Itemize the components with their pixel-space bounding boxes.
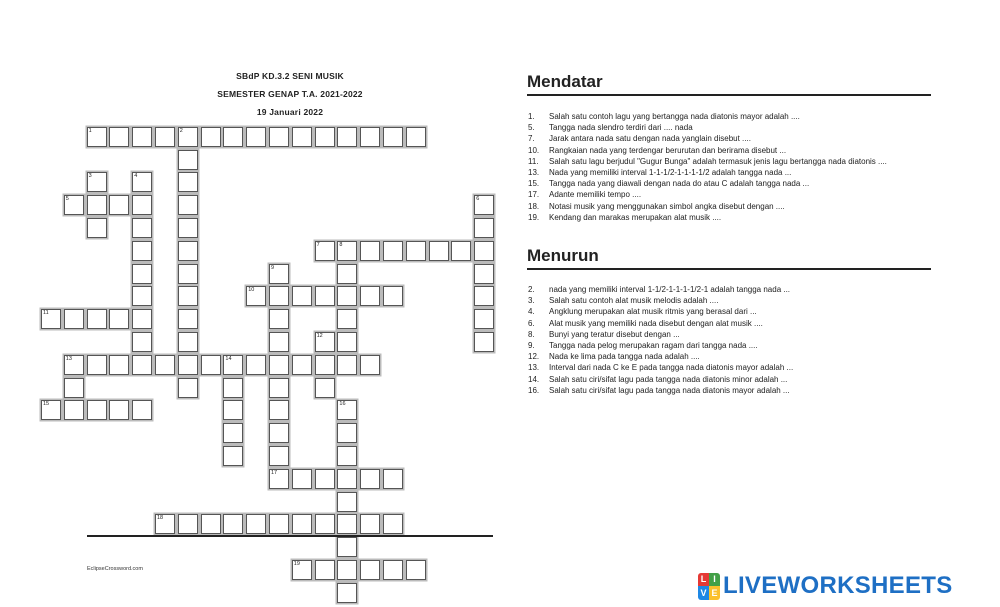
- crossword-cell[interactable]: [315, 560, 335, 580]
- clue-text: Tangga nada yang diawali dengan nada do atau C adalah tangga nada ...: [549, 179, 810, 189]
- clue-number: 18.: [528, 201, 540, 211]
- clue-number: 11.: [528, 156, 539, 166]
- crossword-cell[interactable]: [269, 309, 289, 329]
- worksheet-title-line1: SBdP KD.3.2 SENI MUSIK: [236, 71, 344, 81]
- crossword-cell[interactable]: [269, 423, 289, 443]
- clue-across: [528, 201, 938, 212]
- clue-text: Jarak antara nada satu dengan nada yanglain disebut ....: [549, 134, 751, 144]
- clue-number-label: 17: [271, 469, 278, 476]
- clue-text: Interval dari nada C ke E pada tangga nada diatonis mayor adalah ...: [549, 363, 794, 373]
- clue-across: [528, 156, 938, 167]
- crossword-cell[interactable]: [269, 400, 289, 420]
- clue-number-label: 18: [157, 515, 164, 522]
- crossword-cell[interactable]: [155, 127, 175, 147]
- clue-number-label: 16: [339, 401, 346, 408]
- crossword-cell[interactable]: [178, 195, 198, 215]
- clue-text: Rangkaian nada yang terdengar berurutan dan berirama disebut ...: [549, 145, 787, 155]
- crossword-cell[interactable]: [132, 241, 152, 261]
- crossword-cell[interactable]: [383, 560, 403, 580]
- crossword-cell[interactable]: [360, 560, 380, 580]
- crossword-cell[interactable]: [292, 469, 312, 489]
- crossword-cell[interactable]: [132, 400, 152, 420]
- crossword-cell[interactable]: [337, 560, 357, 580]
- crossword-cell[interactable]: [246, 355, 266, 375]
- clue-text: Salah satu contoh alat musik melodis adalah ....: [549, 296, 719, 306]
- clue-text: Salah satu contoh lagu yang bertangga nada diatonis mayor adalah ....: [549, 112, 800, 121]
- logo-letter-e: E: [709, 586, 720, 600]
- clue-across: [528, 111, 938, 122]
- clue-down: [528, 362, 938, 373]
- crossword-cell[interactable]: [223, 423, 243, 443]
- crossword-cell[interactable]: [337, 286, 357, 306]
- crossword-cell[interactable]: [337, 264, 357, 284]
- crossword-cell[interactable]: [109, 127, 129, 147]
- crossword-cell[interactable]: [223, 355, 243, 375]
- crossword-cell[interactable]: [155, 355, 175, 375]
- clue-down: [528, 318, 938, 329]
- menurun-heading: Menurun: [527, 246, 931, 270]
- clue-number: 10.: [528, 145, 540, 155]
- clue-text: Salah satu ciri/sifat lagu pada tangga nada diatonis mayor adalah ...: [549, 385, 790, 395]
- clue-across: [528, 167, 938, 178]
- clue-down: [528, 306, 938, 317]
- crossword-cell[interactable]: [132, 355, 152, 375]
- crossword-cell[interactable]: [315, 469, 335, 489]
- clue-down: [528, 374, 938, 385]
- crossword-cell[interactable]: [360, 355, 380, 375]
- crossword-cell[interactable]: [246, 514, 266, 534]
- clue-text: Bunyi yang teratur disebut dengan ...: [549, 329, 680, 339]
- clue-text: Adante memiliki tempo ....: [549, 190, 642, 200]
- crossword-cell[interactable]: [87, 195, 107, 215]
- crossword-cell[interactable]: [429, 241, 449, 261]
- clue-number: 7.: [528, 134, 535, 144]
- crossword-cell[interactable]: [315, 378, 335, 398]
- clue-number-label: 10: [248, 287, 255, 294]
- crossword-cell[interactable]: [178, 241, 198, 261]
- crossword-cell[interactable]: [315, 355, 335, 375]
- crossword-cell[interactable]: [337, 492, 357, 512]
- crossword-cell[interactable]: [315, 286, 335, 306]
- crossword-cell[interactable]: [269, 378, 289, 398]
- crossword-cell[interactable]: [178, 332, 198, 352]
- crossword-cell[interactable]: [383, 286, 403, 306]
- crossword-cell[interactable]: [337, 423, 357, 443]
- crossword-cell[interactable]: [178, 127, 198, 147]
- clue-text: Nada ke lima pada tangga nada adalah ....: [549, 352, 700, 362]
- clue-number: 13.: [528, 168, 540, 178]
- clue-number: 14.: [528, 374, 540, 384]
- crossword-cell[interactable]: [132, 195, 152, 215]
- clue-down: [528, 385, 938, 396]
- clue-number: 15.: [528, 179, 540, 189]
- crossword-cell[interactable]: [292, 560, 312, 580]
- clue-across: [528, 133, 938, 144]
- clue-number: 6.: [528, 318, 535, 328]
- crossword-cell[interactable]: [474, 286, 494, 306]
- clue-across: [528, 189, 938, 200]
- crossword-cell[interactable]: [315, 514, 335, 534]
- crossword-cell[interactable]: [64, 309, 84, 329]
- crossword-cell[interactable]: [132, 127, 152, 147]
- crossword-cell[interactable]: [292, 127, 312, 147]
- clue-number: 4.: [528, 307, 535, 317]
- crossword-cell[interactable]: [337, 537, 357, 557]
- crossword-cell[interactable]: [269, 355, 289, 375]
- clue-text: Angklung merupakan alat musik ritmis yang berasal dari ...: [549, 307, 757, 317]
- clue-text: Tangga nada pelog merupakan ragam dari tangga nada ....: [549, 341, 758, 351]
- crossword-cell[interactable]: [337, 241, 357, 261]
- clue-down: [528, 340, 938, 351]
- crossword-cell[interactable]: [315, 332, 335, 352]
- crossword-cell[interactable]: [406, 560, 426, 580]
- crossword-cell[interactable]: [109, 309, 129, 329]
- crossword-cell[interactable]: [383, 241, 403, 261]
- crossword-cell[interactable]: [109, 355, 129, 375]
- crossword-cell[interactable]: [178, 514, 198, 534]
- clue-number: 19.: [528, 212, 540, 222]
- crossword-cell[interactable]: [41, 309, 61, 329]
- crossword-cell[interactable]: [87, 309, 107, 329]
- crossword-cell[interactable]: [246, 286, 266, 306]
- clue-number-label: 15: [43, 401, 50, 408]
- crossword-cell[interactable]: [474, 195, 494, 215]
- clue-text: Alat musik yang memiliki nada disebut dengan alat musik ....: [549, 318, 763, 328]
- crossword-cell[interactable]: [383, 514, 403, 534]
- clue-number-label: 19: [293, 561, 300, 567]
- crossword-cell[interactable]: [337, 446, 357, 466]
- mendatar-heading: Mendatar: [527, 72, 931, 96]
- crossword-cell[interactable]: [223, 400, 243, 420]
- crossword-cell[interactable]: [269, 286, 289, 306]
- clue-number-label: 2: [179, 127, 183, 134]
- crossword-cell[interactable]: [474, 264, 494, 284]
- clue-text: Tangga nada slendro terdiri dari .... nada: [549, 123, 693, 133]
- crossword-cell[interactable]: [178, 264, 198, 284]
- crossword-cell[interactable]: [223, 378, 243, 398]
- crossword-cell[interactable]: [178, 218, 198, 238]
- source-credit: EclipseCrossword.com: [87, 566, 143, 572]
- crossword-cell[interactable]: [223, 446, 243, 466]
- crossword-cell[interactable]: [87, 355, 107, 375]
- clue-across: [528, 178, 938, 189]
- clue-number-label: 13: [65, 355, 72, 362]
- clue-number: 1.: [528, 112, 535, 121]
- crossword-cell[interactable]: [292, 355, 312, 375]
- clue-number-label: 3: [88, 173, 92, 180]
- crossword-cell[interactable]: [269, 469, 289, 489]
- crossword-cell[interactable]: [315, 241, 335, 261]
- crossword-cell[interactable]: [132, 264, 152, 284]
- crossword-cell[interactable]: [269, 264, 289, 284]
- crossword-cell[interactable]: [87, 218, 107, 238]
- crossword-cell[interactable]: [269, 127, 289, 147]
- crossword-cell[interactable]: [337, 469, 357, 489]
- crossword-cell[interactable]: [474, 218, 494, 238]
- crossword-cell[interactable]: [292, 514, 312, 534]
- clue-number-label: 9: [271, 264, 275, 271]
- clue-number: 13.: [528, 363, 540, 373]
- crossword-cell[interactable]: [132, 172, 152, 192]
- crossword-cell[interactable]: [87, 127, 107, 147]
- crossword-cell[interactable]: [64, 400, 84, 420]
- clue-number-label: 1: [88, 127, 92, 134]
- crossword-cell[interactable]: [360, 127, 380, 147]
- clue-number-label: 7: [316, 241, 320, 248]
- clue-text: Nada yang memiliki interval 1-1-1/2-1-1-1-1/2 adalah tangga nada ...: [549, 168, 792, 178]
- crossword-cell[interactable]: [178, 355, 198, 375]
- crossword-cell[interactable]: [315, 127, 335, 147]
- crossword-cell[interactable]: [223, 514, 243, 534]
- crossword-cell[interactable]: [178, 150, 198, 170]
- worksheet-title-line2: SEMESTER GENAP T.A. 2021-2022: [217, 89, 363, 99]
- clue-text: nada yang memiliki interval 1-1/2-1-1-1-1/2-1 adalah tangga nada ...: [549, 285, 791, 294]
- clue-number-label: 14: [225, 355, 232, 362]
- logo-letter-v: V: [698, 586, 709, 600]
- crossword-cell[interactable]: [383, 469, 403, 489]
- clue-text: Salah satu ciri/sifat lagu pada tangga nada diatonis minor adalah ...: [549, 374, 788, 384]
- crossword-cell[interactable]: [132, 218, 152, 238]
- clue-down: [528, 329, 938, 340]
- clue-text: Kendang dan marakas merupakan alat musik ....: [549, 212, 722, 222]
- crossword-cell[interactable]: [451, 241, 471, 261]
- crossword-cell[interactable]: [406, 241, 426, 261]
- crossword-cell[interactable]: [246, 127, 266, 147]
- crossword-cell[interactable]: [360, 286, 380, 306]
- divider-line: [87, 535, 493, 537]
- clue-across: [528, 122, 938, 133]
- menurun-clue-list: [528, 284, 938, 396]
- crossword-cell[interactable]: [292, 286, 312, 306]
- crossword-cell[interactable]: [269, 446, 289, 466]
- crossword-cell[interactable]: [337, 332, 357, 352]
- logo-letter-l: L: [698, 573, 709, 587]
- crossword-cell[interactable]: [201, 355, 221, 375]
- clue-number-label: 4: [134, 173, 138, 180]
- crossword-cell[interactable]: [87, 172, 107, 192]
- crossword-cell[interactable]: [109, 195, 129, 215]
- clue-number: 5.: [528, 123, 535, 133]
- clue-across: [528, 145, 938, 156]
- liveworksheets-logo: [698, 572, 953, 600]
- crossword-cell[interactable]: [337, 514, 357, 534]
- crossword-cell[interactable]: [406, 127, 426, 147]
- crossword-cell[interactable]: [474, 309, 494, 329]
- crossword-cell[interactable]: [178, 286, 198, 306]
- crossword-cell[interactable]: [337, 400, 357, 420]
- crossword-cell[interactable]: [201, 127, 221, 147]
- crossword-cell[interactable]: [269, 514, 289, 534]
- crossword-cell[interactable]: [132, 286, 152, 306]
- crossword-cell[interactable]: [155, 514, 175, 534]
- crossword-cell[interactable]: [269, 332, 289, 352]
- clue-number: 17.: [528, 190, 540, 200]
- clue-text: Salah satu lagu berjudul "Gugur Bunga" adalah termasuk jenis lagu bertangga nada diatonis ....: [549, 156, 887, 166]
- clue-number-label: 8: [339, 241, 343, 248]
- clue-number-label: 11: [43, 310, 49, 317]
- crossword-cell[interactable]: [474, 332, 494, 352]
- clue-number-label: 6: [476, 196, 480, 203]
- crossword-cell[interactable]: [109, 400, 129, 420]
- clue-number: 2.: [528, 285, 535, 294]
- clue-down: [528, 284, 938, 295]
- clue-number-label: 12: [316, 333, 323, 339]
- clue-number: 16.: [528, 385, 540, 395]
- crossword-cell[interactable]: [360, 241, 380, 261]
- logo-letter-i: I: [709, 573, 720, 587]
- crossword-cell[interactable]: [132, 309, 152, 329]
- crossword-cell[interactable]: [360, 514, 380, 534]
- crossword-cell[interactable]: [360, 469, 380, 489]
- clue-number-label: 5: [65, 196, 69, 203]
- clue-across: [528, 212, 938, 223]
- clue-text: Notasi musik yang menggunakan simbol angka disebut dengan ....: [549, 201, 785, 211]
- logo-icon: [698, 573, 720, 600]
- crossword-cell[interactable]: [337, 355, 357, 375]
- crossword-cell[interactable]: [87, 400, 107, 420]
- crossword-cell[interactable]: [201, 514, 221, 534]
- clue-down: [528, 351, 938, 362]
- crossword-cell[interactable]: [178, 309, 198, 329]
- clue-down: [528, 295, 938, 306]
- crossword-cell[interactable]: [64, 195, 84, 215]
- crossword-cell[interactable]: [178, 378, 198, 398]
- clue-number: 9.: [528, 341, 535, 351]
- crossword-cell[interactable]: [337, 127, 357, 147]
- brand-name: LIVEWORKSHEETS: [723, 572, 953, 599]
- crossword-cell[interactable]: [64, 378, 84, 398]
- crossword-cell[interactable]: [178, 172, 198, 192]
- crossword-cell[interactable]: [474, 241, 494, 261]
- crossword-cell[interactable]: [337, 583, 357, 603]
- crossword-cell[interactable]: [132, 332, 152, 352]
- clue-number: 12.: [528, 352, 540, 362]
- crossword-cell[interactable]: [64, 355, 84, 375]
- mendatar-clue-list: [528, 111, 938, 223]
- crossword-cell[interactable]: [337, 309, 357, 329]
- crossword-cell[interactable]: [223, 127, 243, 147]
- clue-number: 3.: [528, 296, 535, 306]
- crossword-cell[interactable]: [383, 127, 403, 147]
- clue-number: 8.: [528, 329, 535, 339]
- crossword-cell[interactable]: [41, 400, 61, 420]
- worksheet-date: 19 Januari 2022: [256, 107, 324, 117]
